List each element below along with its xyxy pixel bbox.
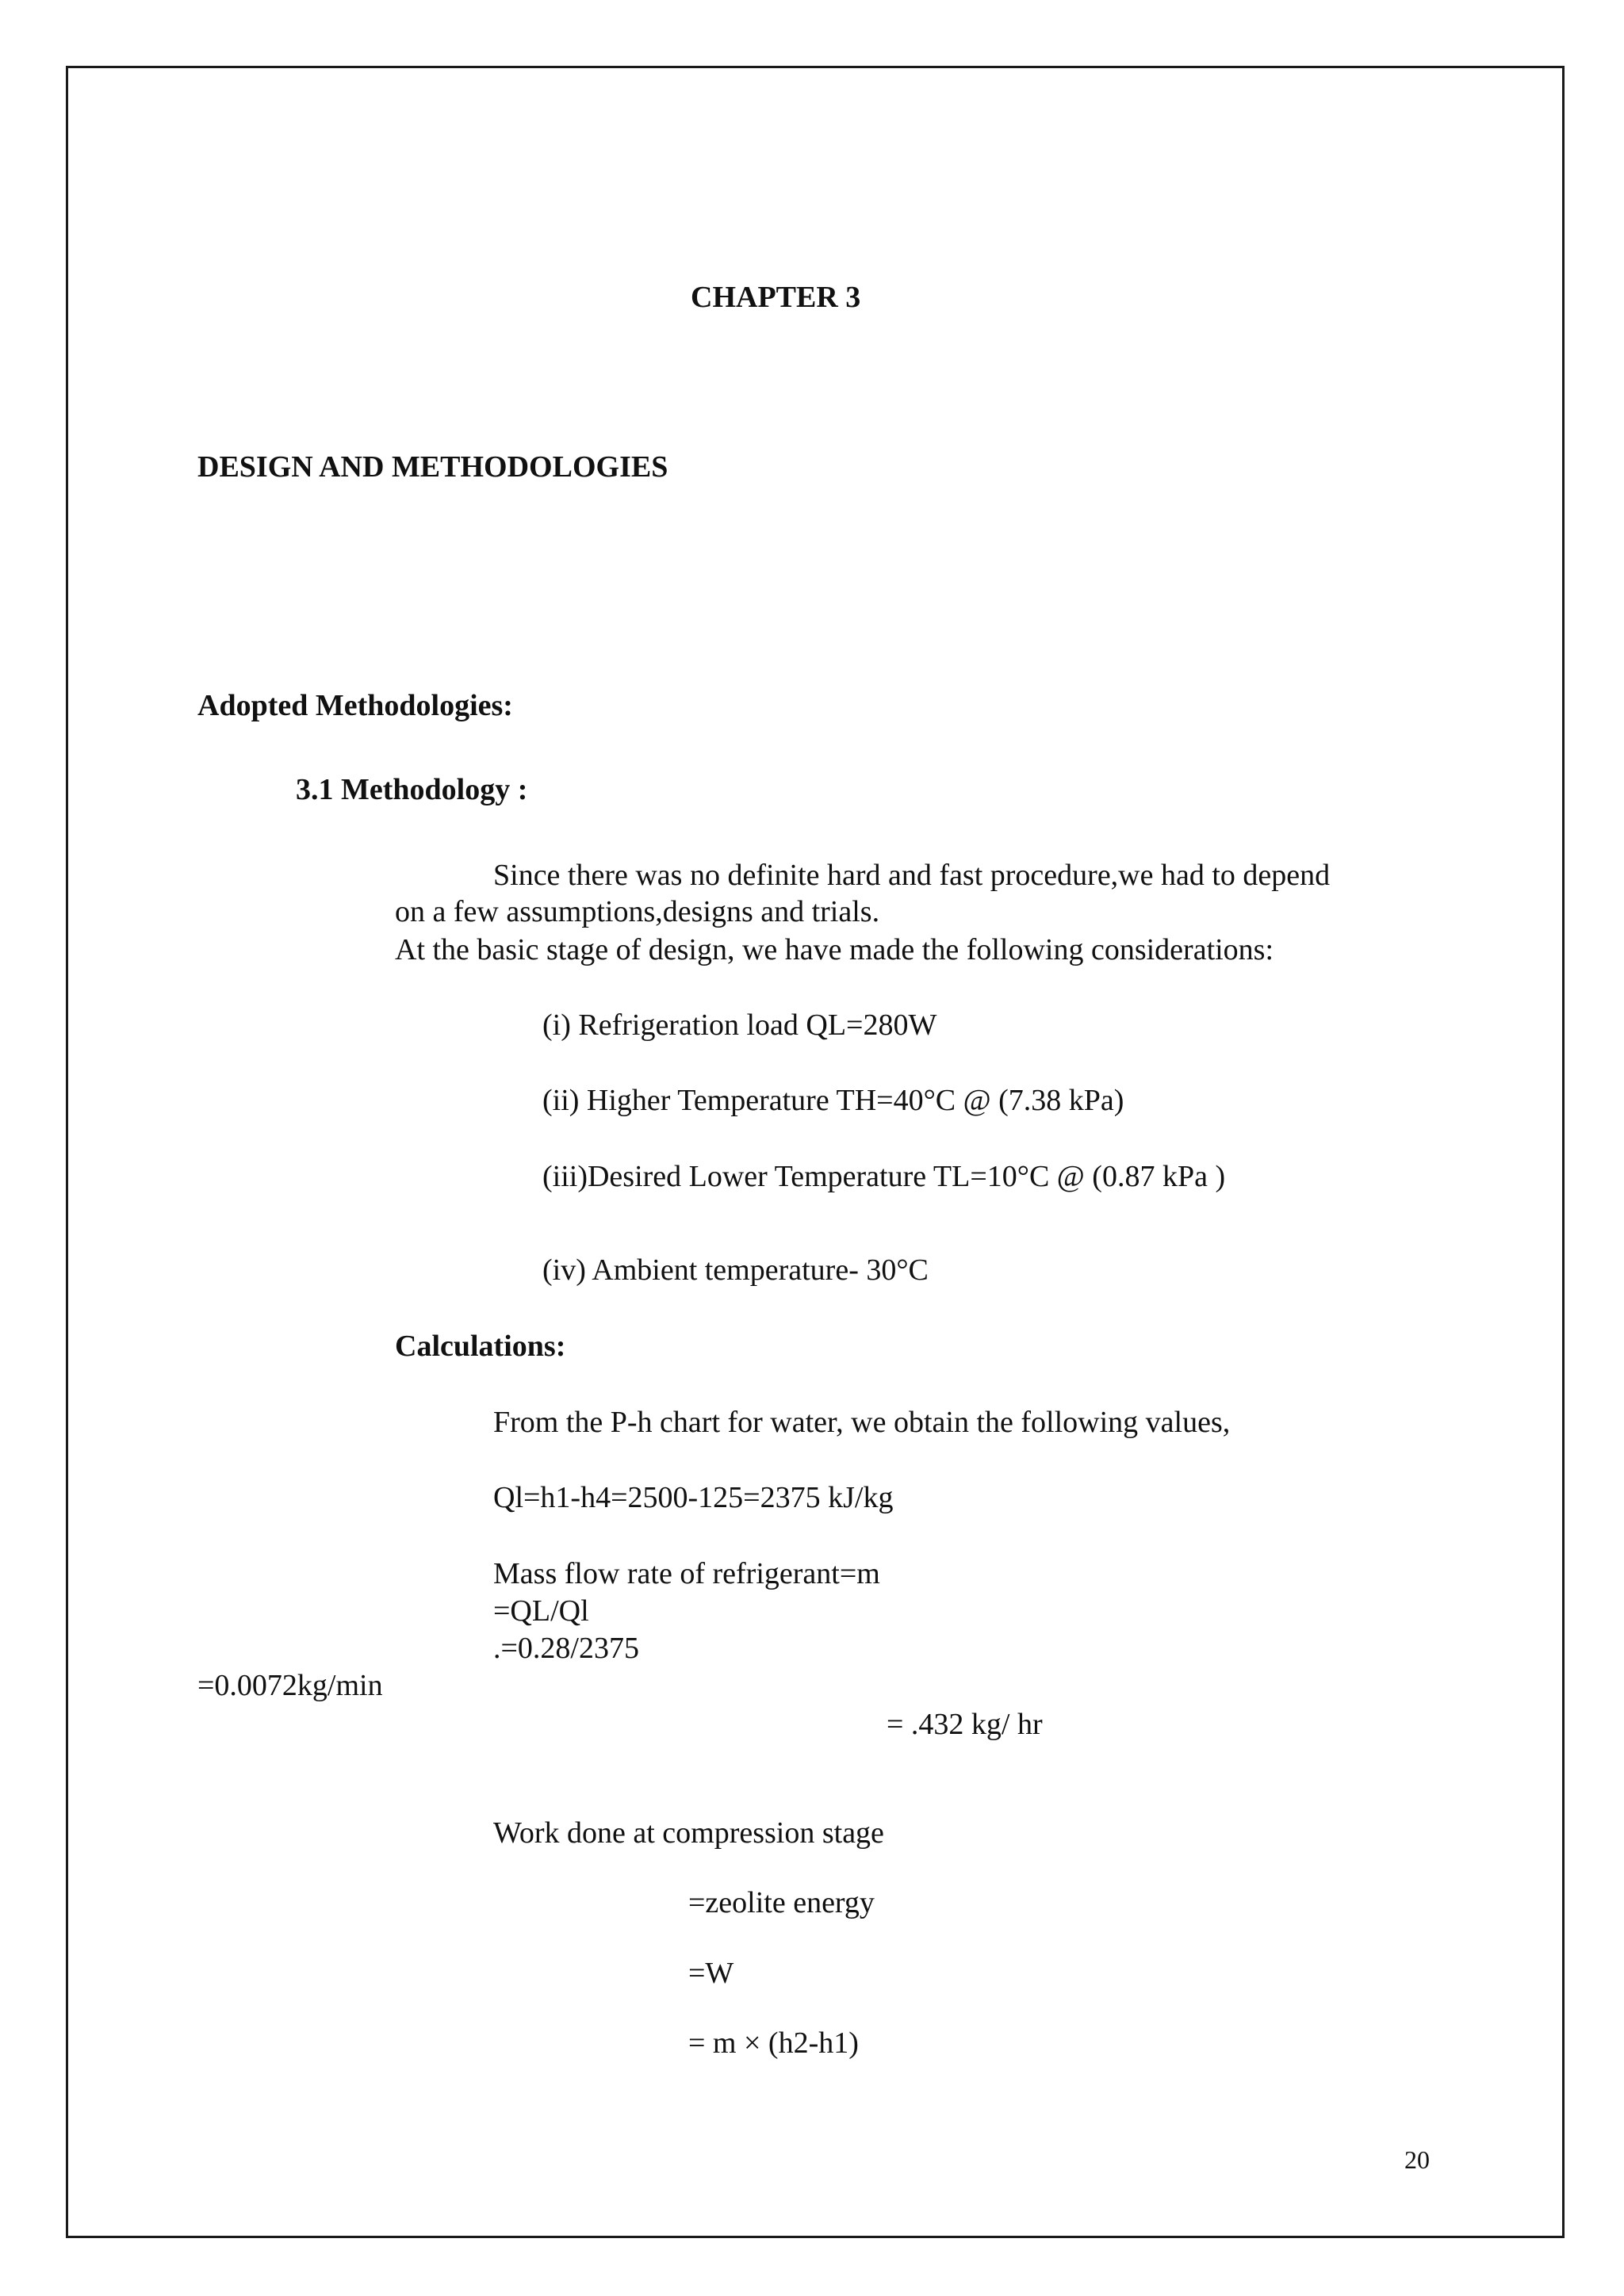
chapter-heading: CHAPTER 3 bbox=[691, 281, 861, 314]
methodology-heading: 3.1 Methodology : bbox=[296, 773, 528, 806]
work-line: =W bbox=[688, 1957, 734, 1990]
consideration-item: (iii)Desired Lower Temperature TL=10°C @ (0.87 kPa ) bbox=[542, 1160, 1226, 1193]
subsection-title: Adopted Methodologies: bbox=[197, 689, 513, 722]
consideration-item: (iv) Ambient temperature- 30°C bbox=[542, 1253, 929, 1287]
page-number: 20 bbox=[1404, 2145, 1430, 2174]
consideration-item: (i) Refrigeration load QL=280W bbox=[542, 1008, 937, 1042]
equation-line: = .432 kg/ hr bbox=[887, 1708, 1043, 1741]
equation-line: =QL/Ql bbox=[493, 1594, 589, 1628]
paragraph-line-3: At the basic stage of design, we have made the following considerations: bbox=[395, 933, 1274, 966]
calculations-heading: Calculations: bbox=[395, 1330, 566, 1363]
work-label: Work done at compression stage bbox=[493, 1816, 884, 1850]
equation-line: =0.0072kg/min bbox=[197, 1669, 383, 1702]
calc-ql: Ql=h1-h4=2500-125=2375 kJ/kg bbox=[493, 1481, 894, 1514]
work-line: = m × (h2-h1) bbox=[688, 2026, 859, 2060]
mass-flow-label: Mass flow rate of refrigerant=m bbox=[493, 1557, 880, 1590]
section-title: DESIGN AND METHODOLOGIES bbox=[197, 450, 668, 484]
paragraph-line-1: Since there was no definite hard and fast procedure,we had to depend bbox=[493, 859, 1331, 892]
equation-line: .=0.28/2375 bbox=[493, 1632, 639, 1665]
calc-intro: From the P-h chart for water, we obtain the following values, bbox=[493, 1406, 1231, 1439]
consideration-item: (ii) Higher Temperature TH=40°C @ (7.38 kPa) bbox=[542, 1084, 1124, 1117]
work-line: =zeolite energy bbox=[688, 1886, 875, 1919]
paragraph-line-2: on a few assumptions,designs and trials. bbox=[395, 895, 880, 928]
